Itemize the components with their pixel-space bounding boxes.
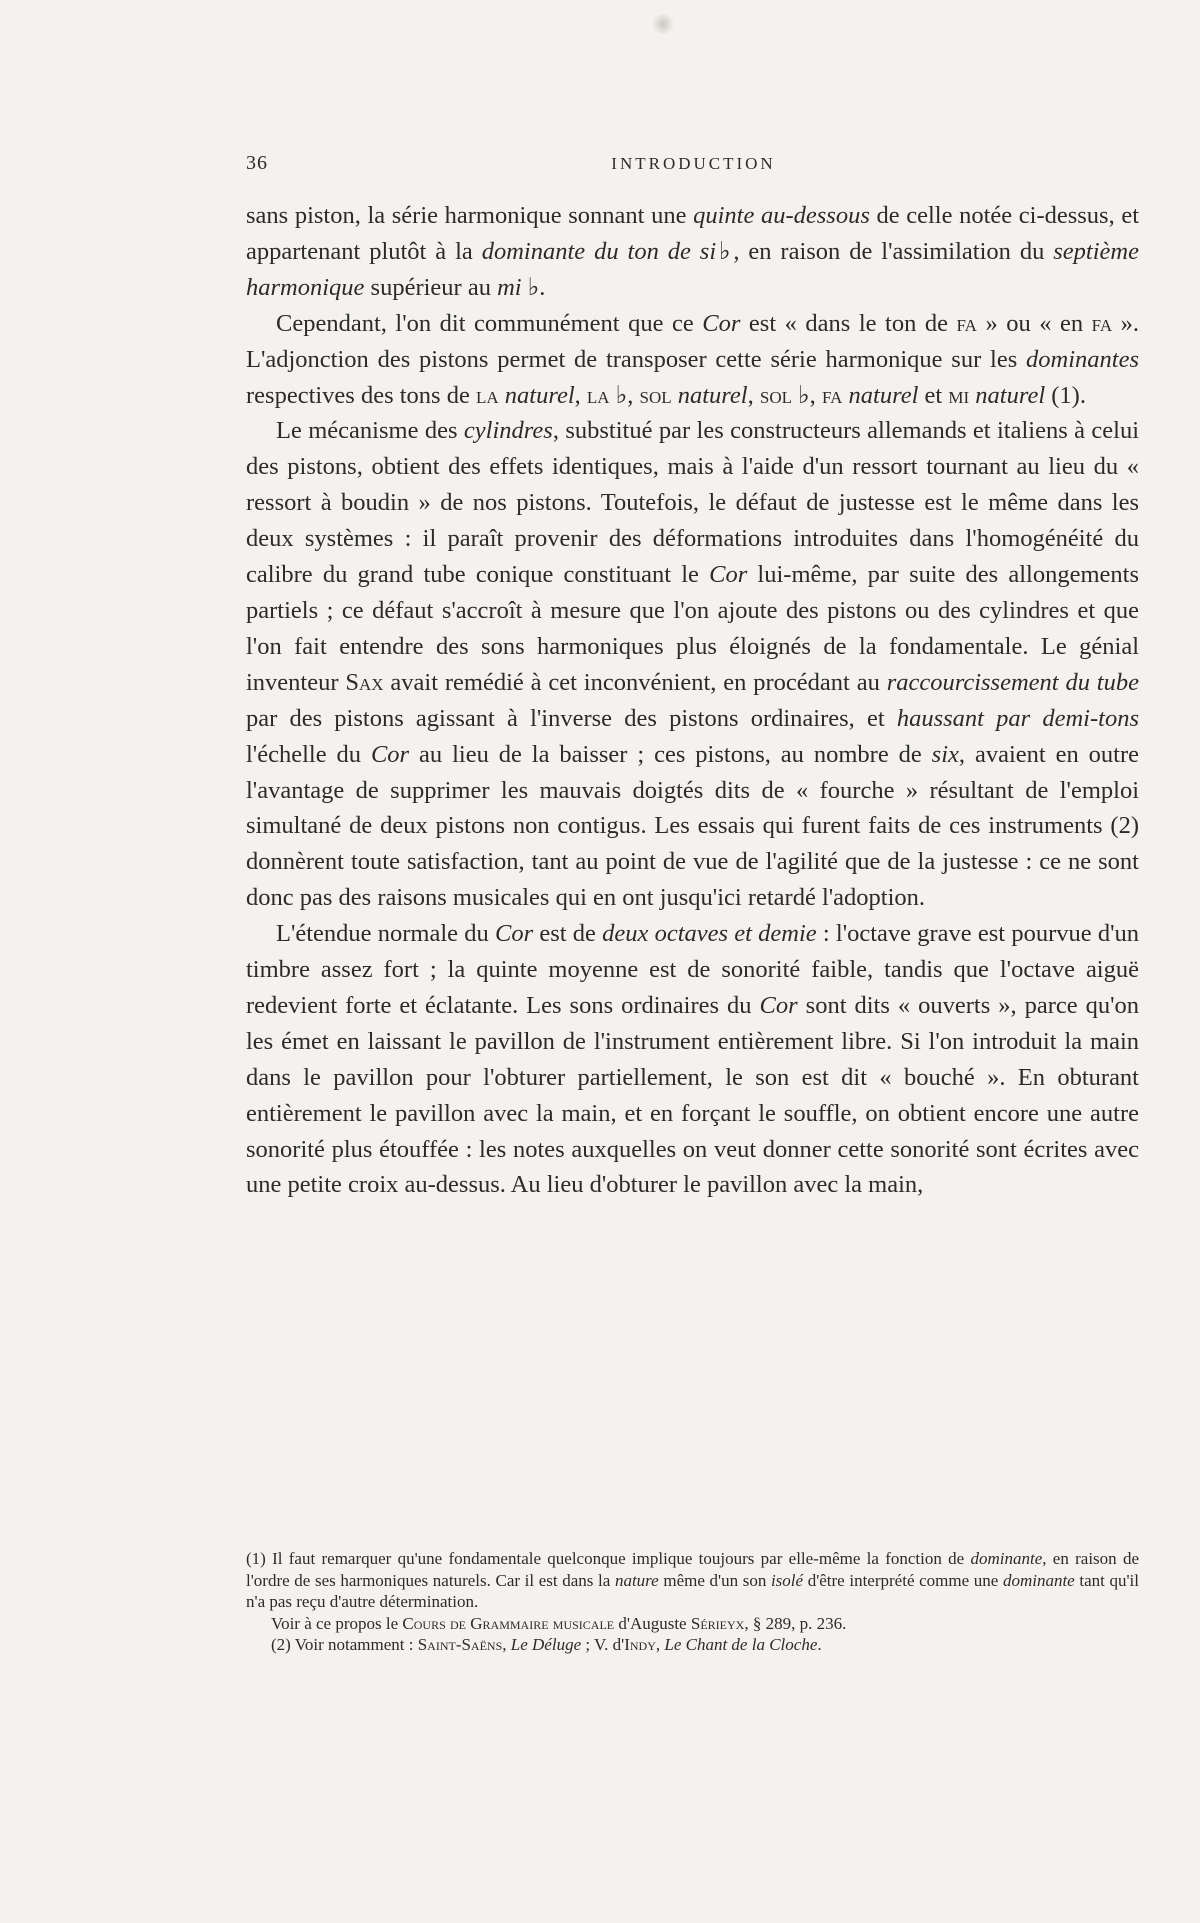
italic-run: six — [931, 740, 959, 768]
text-run: respectives des tons de — [246, 381, 476, 409]
small-caps-run: fa — [821, 381, 843, 409]
text-run: , — [655, 1635, 665, 1655]
small-caps-run: sol — [639, 381, 672, 409]
text-run: et — [918, 381, 949, 409]
footnote-1 — [246, 1548, 1139, 1613]
text-run: de celle notée ci-dessus, et appartenant plutôt à la — [246, 202, 1140, 265]
text-run: , — [747, 381, 760, 409]
footnote-1-reference — [246, 1613, 1139, 1635]
paragraph-4 — [246, 916, 1139, 1203]
italic-run: Cor — [370, 740, 410, 768]
italic-run: haussant par demi-tons — [896, 704, 1139, 732]
text-run: au lieu de la baisser ; ces pistons, au nombre de — [409, 740, 932, 768]
text-run: par des pistons agissant à l'inverse des pistons ordinaires, et — [246, 704, 897, 732]
small-caps-run: Cours de Grammaire musicale — [402, 1613, 615, 1633]
italic-run: dominante — [970, 1549, 1043, 1568]
paragraph-3 — [246, 413, 1139, 916]
text-run: . — [539, 273, 546, 301]
italic-run: Le Déluge — [510, 1635, 582, 1655]
italic-run: raccourcissement du tube — [886, 668, 1139, 696]
text-run: : l'octave grave est pourvue d'un timbre assez fort ; la quinte moyenne est de sonorité faible, tandis que l'octave aiguë redevient forte et éclatante. Les sons ordinaires du — [246, 920, 1139, 1019]
italic-run: Cor — [702, 309, 741, 337]
text-run: (1) Il faut remarquer qu'une fondamentale quelconque implique toujours par elle-même la fonction de — [246, 1549, 971, 1568]
text-run: avait remédié à cet inconvénient, en procédant au — [383, 668, 887, 696]
flat-symbol: ♭ — [716, 237, 734, 265]
text-run: , — [502, 1635, 511, 1655]
running-head — [246, 152, 1141, 182]
small-caps-run: Sax — [345, 668, 384, 696]
italic-run: deux octaves et demie — [602, 920, 817, 948]
running-title: INTRODUCTION — [611, 154, 776, 173]
italic-run: cylindres — [463, 417, 553, 445]
text-run: L'étendue normale du — [276, 920, 495, 948]
text-run: Le mécanisme des — [276, 417, 464, 445]
text-run: » ou « en — [976, 309, 1092, 337]
italic-run: naturel — [671, 381, 748, 409]
italic-run: Cor — [709, 561, 748, 589]
text-run: ♭, — [792, 381, 822, 409]
text-run: , — [574, 381, 587, 409]
italic-run: septième harmonique — [246, 237, 1139, 301]
italic-run: quinte au-dessous — [693, 202, 870, 229]
text-run: sans piston, la série harmonique sonnant une — [246, 202, 694, 229]
text-run: sont dits « ouverts », parce qu'on les émet en laissant le pavillon de l'instrument entièrement libre. Si l'on introduit la main dans le pavillon pour l'obturer partiellement, le son est dit « bouché ». En obturant entièrement le pavillon avec la main, et en forçant le souffle, on obtient encore une autre sonorité plus étouffée : les notes auxquelles on veut donner cette sonorité sont écrites avec une petite croix au-dessus. Au lieu d'obturer le pavillon avec la main, — [246, 991, 1139, 1199]
text-run: supérieur au — [364, 273, 498, 301]
italic-run: Cor — [494, 920, 534, 948]
footnotes — [246, 1548, 1139, 1656]
text-run: , en raison de l'assimilation du — [733, 237, 1054, 265]
small-caps-run: sol — [759, 381, 792, 409]
footnote-2 — [246, 1634, 1139, 1656]
text-run: ». L'adjonction des pistons permet de transposer cette série harmonique sur les — [246, 309, 1139, 373]
paragraph-1 — [246, 198, 1139, 306]
small-caps-run: la — [586, 381, 610, 409]
small-caps-run: Saint-Saëns — [417, 1635, 503, 1655]
italic-run: naturel — [969, 381, 1046, 409]
flat-symbol: ♭ — [521, 273, 540, 301]
text-run: est « dans le ton de — [740, 309, 957, 337]
main-text — [246, 198, 1139, 1203]
small-caps-run: Sérieyx — [690, 1613, 745, 1633]
italic-run: nature — [614, 1570, 659, 1590]
italic-run: Cor — [759, 991, 798, 1019]
text-run: , substitué par les constructeurs allemands et italiens à celui des pistons, obtient des effets identiques, mais à l'aide d'un ressort tournant au lieu du « ressort à boudin » de nos pistons. Toutefois, le défaut de justesse est le même dans les deux systèmes : il paraît provenir des déformations introduites dans l'homogénéité du calibre du grand tube conique constituant le — [246, 417, 1140, 589]
text-run: l'échelle du — [246, 740, 371, 768]
page-number: 36 — [246, 152, 268, 174]
text-run: tant qu'il n'a pas reçu d'autre détermination. — [246, 1570, 1139, 1612]
italic-run: dominantes — [1026, 345, 1139, 373]
text-run: , § 289, p. 236. — [744, 1613, 847, 1633]
text-run: . — [817, 1635, 822, 1655]
text-run: , avaient en outre l'avantage de supprimer les mauvais doigtés dits de « fourche » résultant de l'emploi simultané de deux pistons non contigus. Les essais qui furent faits de ces instruments (2) donnèrent toute satisfaction, tant au point de vue de l'agilité que de la justesse : ce ne sont donc pas des raisons musicales qui en ont jusqu'ici retardé l'adoption. — [246, 740, 1140, 912]
text-run: d'être interprété comme une — [803, 1570, 1003, 1590]
text-run: , en raison de l'ordre de ses harmoniques naturels. Car il est dans la — [246, 1549, 1139, 1590]
paper-smudge — [652, 14, 674, 34]
text-run: ♭, — [609, 381, 640, 409]
italic-run: Le Chant de la Cloche — [664, 1635, 818, 1655]
italic-run: dominante — [1002, 1570, 1075, 1590]
text-run: Cependant, l'on dit communément que ce — [276, 309, 703, 337]
small-caps-run: mi — [948, 381, 970, 409]
small-caps-run: fa — [1091, 309, 1113, 337]
italic-run: mi — [497, 273, 522, 301]
paragraph-2 — [246, 306, 1139, 414]
small-caps-run: fa — [956, 309, 977, 337]
italic-run: isolé — [770, 1570, 804, 1590]
text-run: est de — [533, 920, 603, 948]
italic-run: naturel — [498, 381, 575, 409]
small-caps-run: la — [475, 381, 499, 409]
small-caps-run: Indy — [624, 1635, 656, 1655]
text-run: ; V. d' — [581, 1635, 625, 1655]
text-run: lui-même, par suite des allongements partiels ; ce défaut s'accroît à mesure que l'on ajoute des pistons ou des cylindres et que l'on fait entendre des sons harmoniques plus éloignés de la fondamentale. Le génial inventeur — [246, 561, 1140, 696]
italic-run: naturel — [842, 381, 919, 409]
text-run: (1). — [1045, 381, 1086, 409]
text-run: même d'un son — [658, 1570, 771, 1590]
italic-run: dominante du ton de si — [481, 237, 717, 265]
text-run: d'Auguste — [614, 1613, 691, 1633]
text-run: Voir à ce propos le — [271, 1613, 403, 1633]
text-run: (2) Voir notamment : — [271, 1635, 418, 1655]
